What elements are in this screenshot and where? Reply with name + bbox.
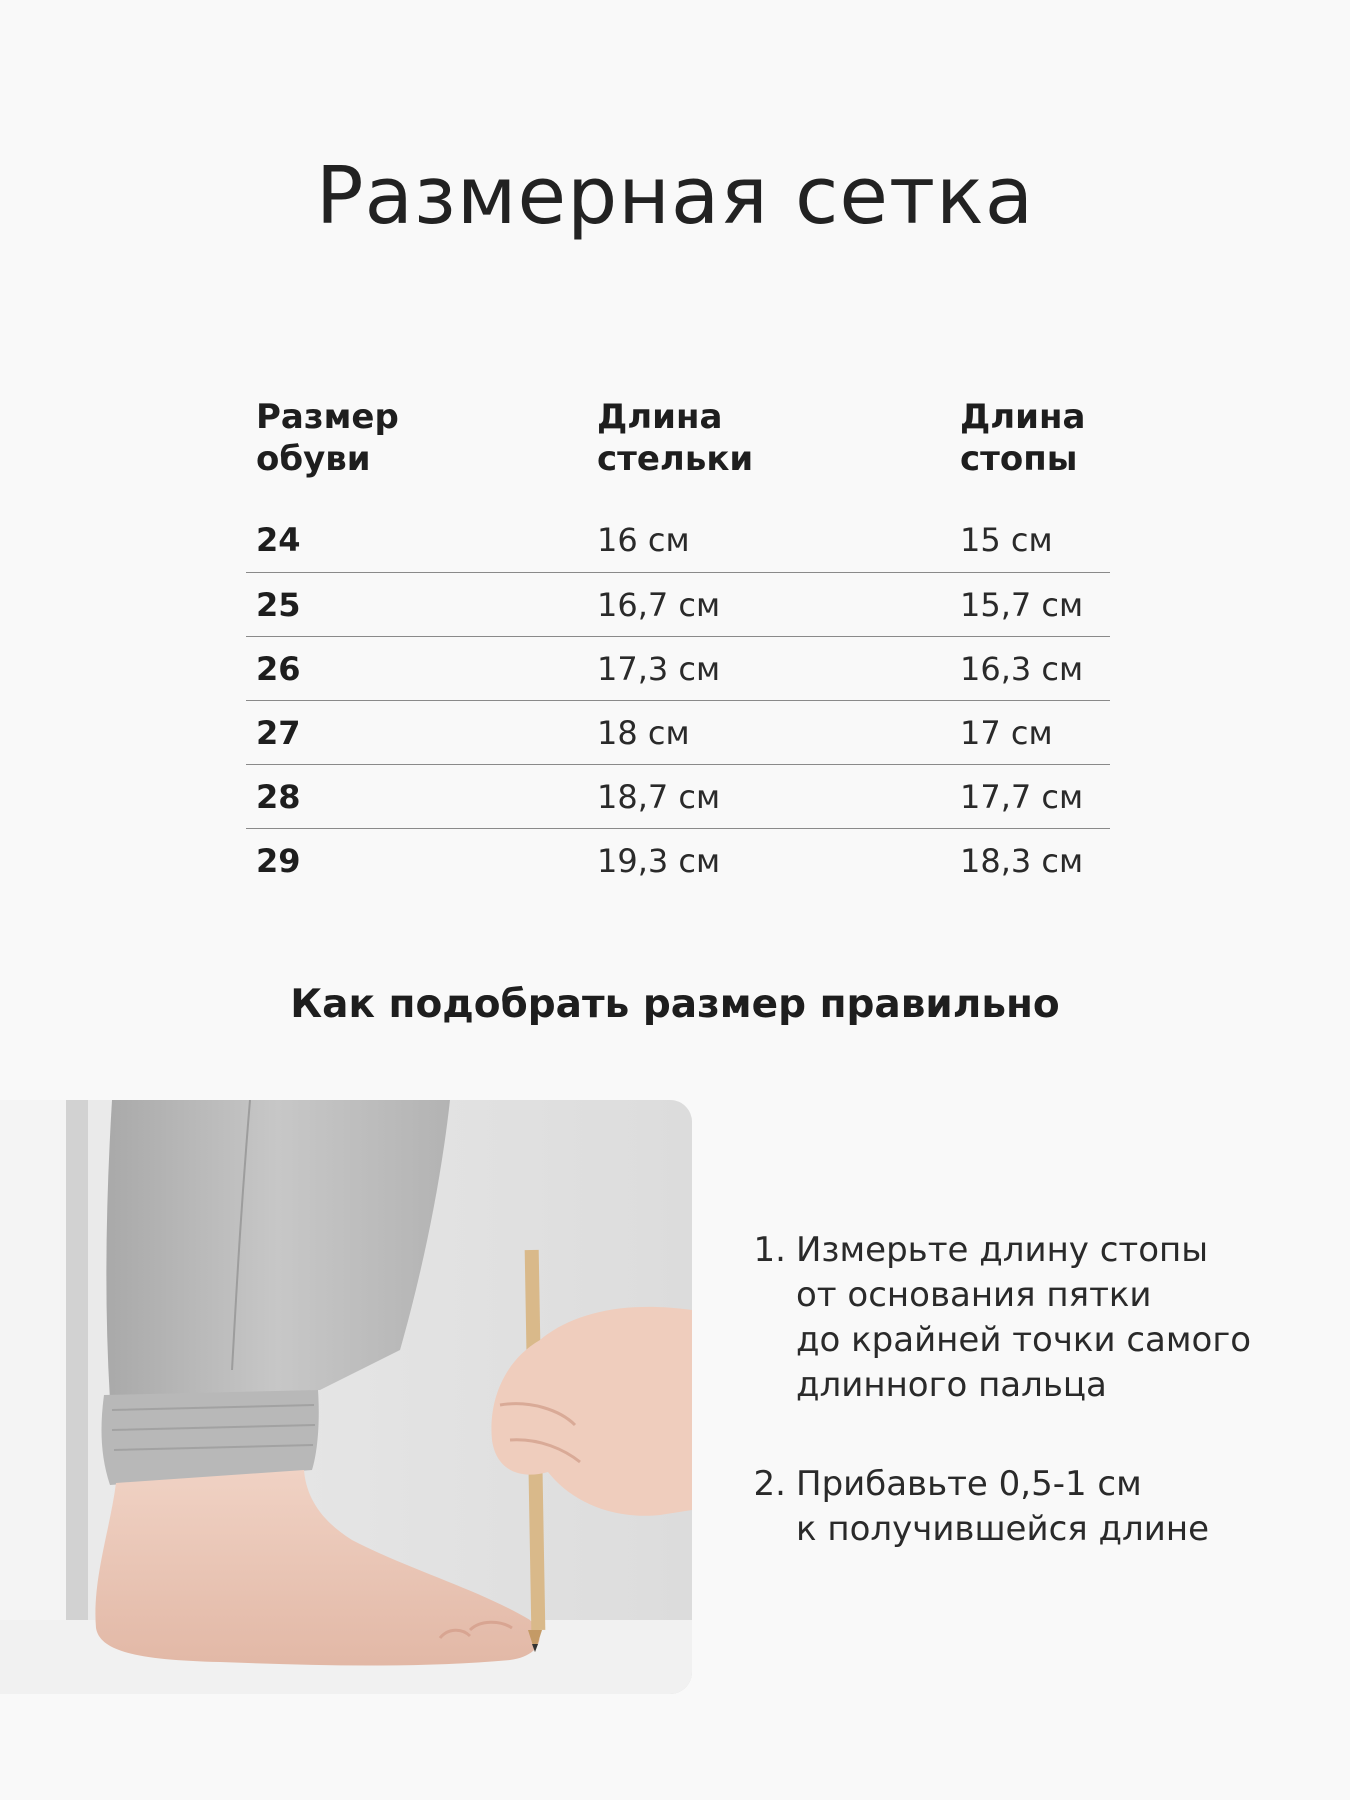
wall-edge <box>0 1100 68 1694</box>
cell-insole: 16,7 см <box>597 585 721 624</box>
section-subtitle: Как подобрать размер правильно <box>290 982 1060 1027</box>
cell-foot: 17 см <box>960 713 1053 752</box>
table-body <box>246 508 1110 892</box>
cell-foot: 17,7 см <box>960 777 1084 816</box>
step-text: Прибавьте 0,5-1 см к получившейся длине <box>796 1464 1210 1549</box>
table-header <box>246 396 1110 492</box>
cell-foot: 18,3 см <box>960 841 1084 880</box>
cell-size: 26 <box>256 649 301 688</box>
instruction-step <box>750 1228 1330 1408</box>
cell-foot: 15 см <box>960 521 1053 559</box>
cell-insole: 17,3 см <box>597 649 721 688</box>
header-insole-length: Длина стельки <box>597 397 754 479</box>
pants-cuff <box>102 1390 319 1485</box>
cell-size: 29 <box>256 841 301 880</box>
foot-measurement-illustration <box>0 1100 692 1694</box>
cell-size: 25 <box>256 585 301 624</box>
cell-insole: 16 см <box>597 521 690 559</box>
size-table <box>246 396 1110 892</box>
cell-size: 24 <box>256 521 301 559</box>
table-row <box>246 828 1110 892</box>
cell-foot: 15,7 см <box>960 585 1084 624</box>
table-row <box>246 508 1110 572</box>
cell-size: 28 <box>256 777 301 816</box>
foot-measurement-photo <box>0 1100 692 1694</box>
instructions-list <box>750 1228 1330 1606</box>
cell-insole: 19,3 см <box>597 841 721 880</box>
step-number: 1. <box>753 1230 786 1270</box>
cell-insole: 18,7 см <box>597 777 721 816</box>
table-row <box>246 572 1110 636</box>
cell-insole: 18 см <box>597 713 690 752</box>
cell-foot: 16,3 см <box>960 649 1084 688</box>
table-row <box>246 636 1110 700</box>
step-text: Измерьте длину стопы от основания пятки до крайней точки самого длинного пальца <box>796 1230 1251 1405</box>
table-row <box>246 764 1110 828</box>
instruction-step <box>750 1462 1330 1552</box>
header-shoe-size: Размер обуви <box>256 397 399 479</box>
header-foot-length: Длина стопы <box>960 397 1086 479</box>
page-title: Размерная сетка <box>315 150 1035 242</box>
table-row <box>246 700 1110 764</box>
cell-size: 27 <box>256 713 301 752</box>
step-number: 2. <box>753 1464 786 1504</box>
wall-shadow <box>66 1100 88 1694</box>
